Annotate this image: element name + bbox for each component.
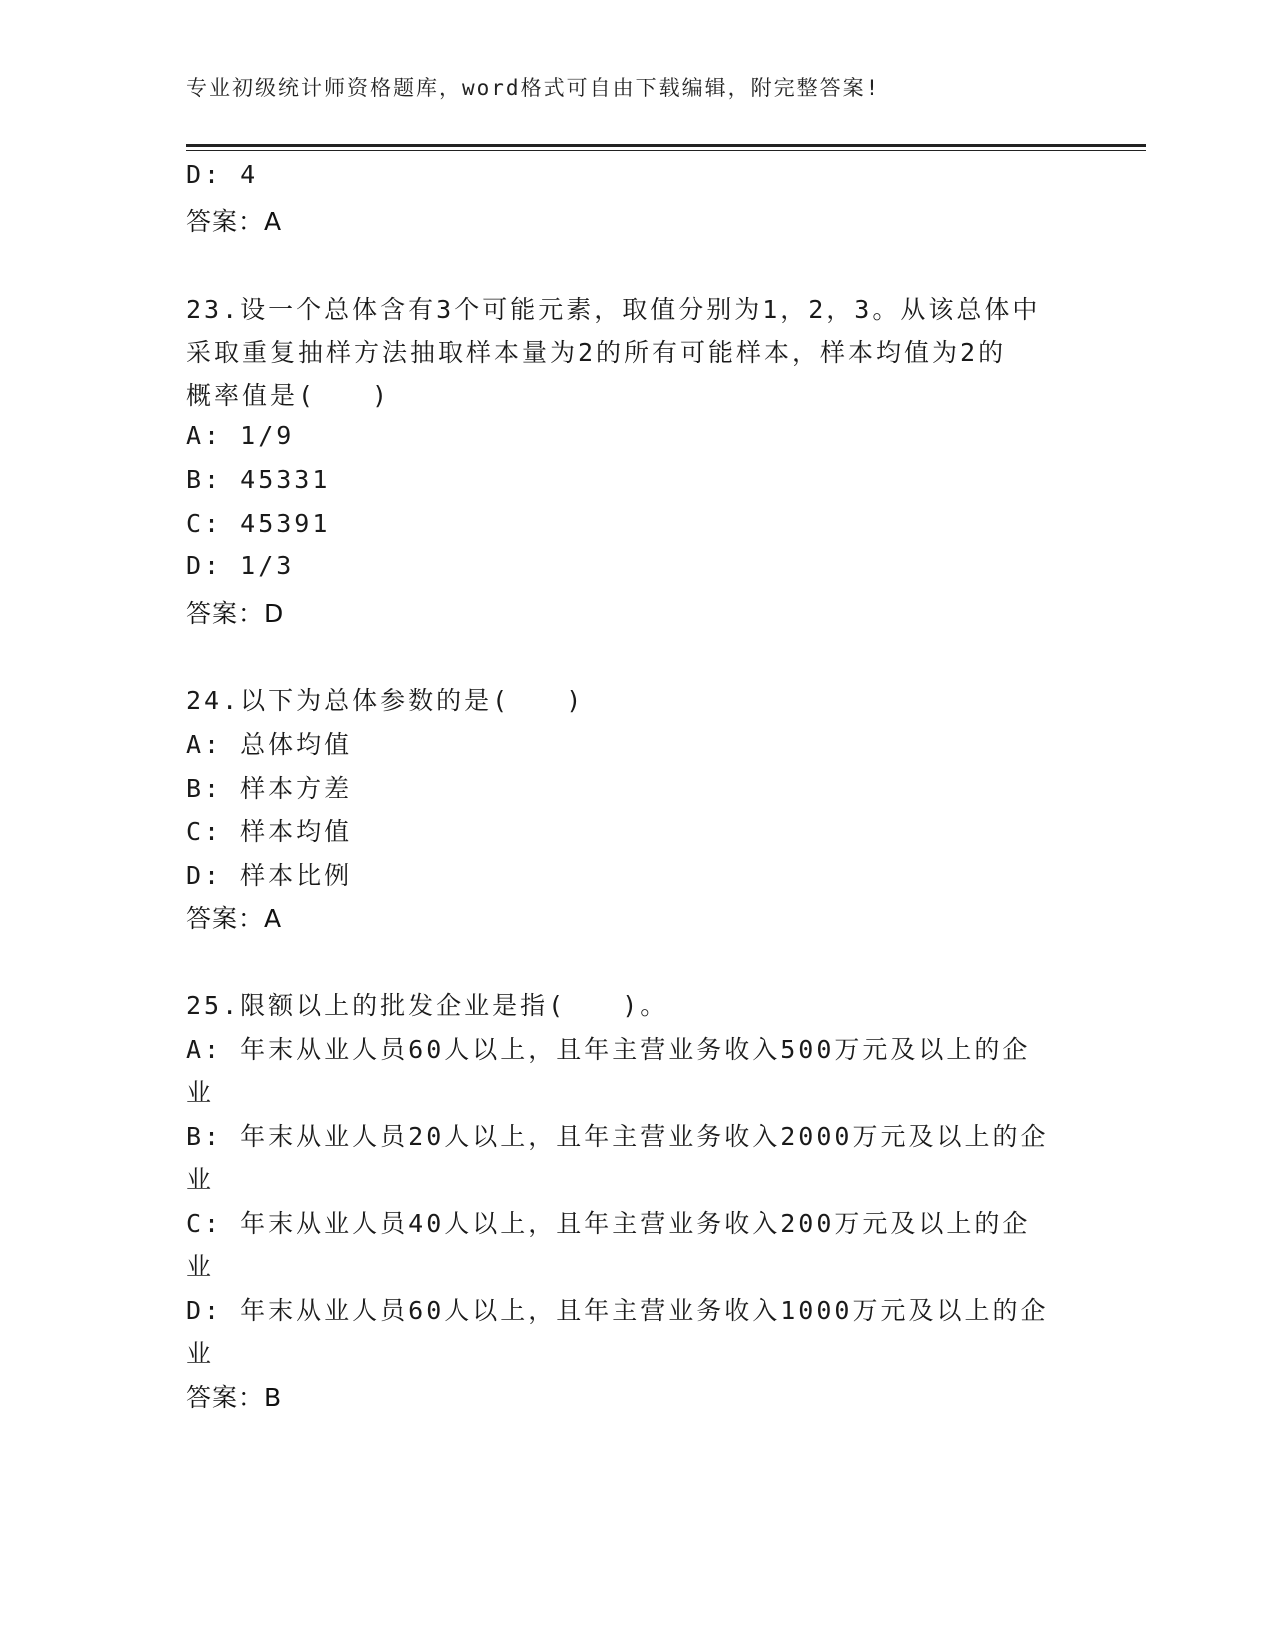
q24-answer: 答案：A — [186, 904, 283, 933]
q25-option-d: D: 年末从业人员60人以上，且年主营业务收入1000万元及以上的企 — [186, 1296, 1049, 1325]
q25-option-d-cont: 业 — [186, 1339, 215, 1368]
q25-option-a-cont: 业 — [186, 1078, 215, 1107]
q25-stem: 25.限额以上的批发企业是指( )。 — [186, 991, 669, 1020]
q23-stem-line1: 23.设一个总体含有3个可能元素，取值分别为1，2，3。从该总体中 — [186, 295, 1041, 324]
q23-option-d: D: 1/3 — [186, 551, 295, 580]
q25-answer: 答案：B — [186, 1383, 283, 1412]
q24-option-d: D: 样本比例 — [186, 861, 353, 890]
q25-option-c-cont: 业 — [186, 1252, 215, 1281]
q23-option-c: C: 45391 — [186, 509, 331, 538]
q25-option-c: C: 年末从业人员40人以上，且年主营业务收入200万元及以上的企 — [186, 1209, 1031, 1238]
q23-answer: 答案：D — [186, 599, 285, 628]
q23-option-a: A: 1/9 — [186, 421, 295, 450]
q25-option-b: B: 年末从业人员20人以上，且年主营业务收入2000万元及以上的企 — [186, 1122, 1049, 1151]
q23-stem-line2: 采取重复抽样方法抽取样本量为2的所有可能样本，样本均值为2的 — [186, 338, 1007, 367]
q25-option-a: A: 年末从业人员60人以上，且年主营业务收入500万元及以上的企 — [186, 1035, 1031, 1064]
q24-option-b: B: 样本方差 — [186, 774, 353, 803]
prev-answer: 答案：A — [186, 207, 283, 236]
q25-option-b-cont: 业 — [186, 1165, 215, 1194]
header-rule-thin — [186, 150, 1146, 151]
prev-option-d: D: 4 — [186, 160, 259, 189]
q24-stem: 24.以下为总体参数的是( ) — [186, 686, 585, 715]
q24-option-a: A: 总体均值 — [186, 730, 353, 759]
header-rule-thick — [186, 144, 1146, 147]
page-header: 专业初级统计师资格题库，word格式可自由下载编辑，附完整答案! — [186, 76, 881, 100]
q23-stem-line3: 概率值是( ) — [186, 381, 391, 410]
q23-option-b: B: 45331 — [186, 465, 331, 494]
q24-option-c: C: 样本均值 — [186, 817, 353, 846]
